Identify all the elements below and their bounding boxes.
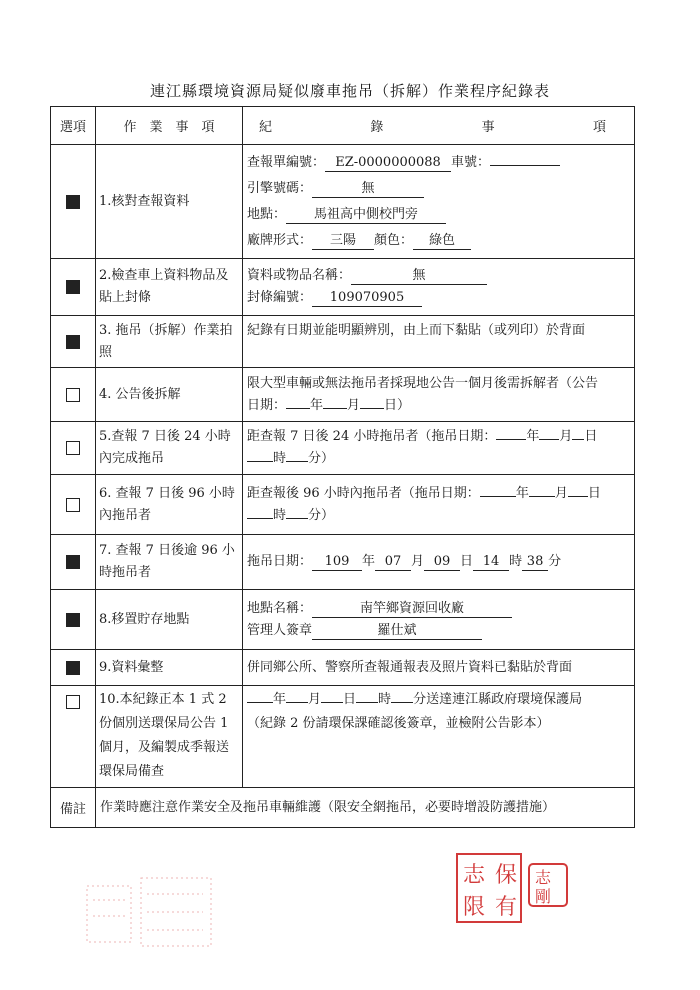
remark-label: 備註 bbox=[51, 788, 96, 828]
row-5 bbox=[51, 422, 635, 475]
record-5-hour-unit: 時 bbox=[273, 451, 287, 466]
tow-year-unit: 年 bbox=[362, 554, 376, 569]
record-5-year-unit: 年 bbox=[526, 429, 540, 444]
record-6-hour-unit: 時 bbox=[273, 507, 287, 523]
record-3: 紀錄有日期並能明顯辨別，由上而下黏貼（或列印）於背面 bbox=[243, 316, 635, 368]
tow-day: 09 bbox=[424, 553, 460, 571]
checkbox-4[interactable] bbox=[66, 388, 80, 402]
row-4 bbox=[51, 368, 635, 422]
item-7: 7. 查報 7 日後逾 96 小時拖吊者 bbox=[96, 535, 243, 590]
color-value: 綠色 bbox=[413, 232, 471, 250]
header-record-4: 項 bbox=[592, 120, 606, 135]
items-label: 資料或物品名稱： bbox=[247, 268, 352, 283]
tow-day-unit: 日 bbox=[460, 554, 474, 569]
record-5-minute-unit: 分） bbox=[308, 451, 335, 466]
seal-char-4: 限 bbox=[463, 895, 486, 920]
tow-minute-unit: 分 bbox=[548, 554, 562, 569]
item-9: 9.資料彙整 bbox=[96, 650, 243, 686]
header-record-1: 紀 bbox=[259, 120, 273, 135]
record-5-month-unit: 月 bbox=[559, 429, 573, 444]
items-value: 無 bbox=[351, 267, 487, 285]
item-3: 3. 拖吊（拆解）作業拍照 bbox=[96, 316, 243, 368]
record-4-month-unit: 月 bbox=[347, 397, 361, 413]
header-option: 選項 bbox=[51, 107, 96, 145]
color-label: 顏色： bbox=[374, 232, 414, 248]
row-2 bbox=[51, 259, 635, 316]
checkbox-7[interactable] bbox=[66, 555, 80, 569]
item-4: 4. 公告後拆解 bbox=[96, 368, 243, 422]
item-5: 5.查報 7 日後 24 小時內完成拖吊 bbox=[96, 422, 243, 475]
header-record-2: 錄 bbox=[370, 120, 384, 135]
table-header-row bbox=[51, 107, 635, 145]
item-2: 2.檢查車上資料物品及貼上封條 bbox=[96, 259, 243, 316]
engine-value: 無 bbox=[312, 180, 424, 198]
item-8: 8.移置貯存地點 bbox=[96, 590, 243, 650]
tow-minute: 38 bbox=[522, 553, 548, 571]
checkbox-1[interactable] bbox=[66, 195, 80, 209]
personal-seal-char-2: 剛 bbox=[535, 887, 552, 906]
site-value: 南竿鄉資源回收廠 bbox=[312, 600, 512, 618]
tow-date-label: 拖吊日期： bbox=[247, 554, 313, 569]
item-6: 6. 查報 7 日後 96 小時內拖吊者 bbox=[96, 475, 243, 535]
plate-value bbox=[490, 165, 560, 166]
report-no: EZ-0000000088 bbox=[325, 154, 451, 172]
report-no-label: 查報單編號： bbox=[247, 154, 326, 170]
item-10: 10.本紀錄正本 1 式 2 份個別送環保局公告 1 個月，及編製成季報送環保局備查 bbox=[96, 686, 243, 788]
row-6 bbox=[51, 475, 635, 535]
record-6-day-unit: 日 bbox=[587, 485, 601, 501]
row-10 bbox=[51, 686, 635, 788]
site-label: 地點名稱： bbox=[247, 600, 313, 616]
tow-month: 07 bbox=[375, 553, 411, 571]
seal-value: 109070905 bbox=[312, 289, 422, 307]
brand-label: 廠牌形式： bbox=[247, 232, 313, 248]
record-1 bbox=[243, 145, 635, 259]
company-seal bbox=[455, 852, 523, 924]
record-10-day-unit: 日 bbox=[343, 692, 357, 707]
item-1: 1.核對查報資料 bbox=[96, 145, 243, 259]
header-task: 作 業 事 項 bbox=[96, 107, 243, 145]
tow-hour: 14 bbox=[473, 553, 509, 571]
record-10 bbox=[243, 686, 635, 788]
header-record-3: 事 bbox=[481, 120, 495, 135]
record-4 bbox=[243, 368, 635, 422]
record-8 bbox=[243, 590, 635, 650]
record-5-day-unit: 日 bbox=[584, 429, 598, 444]
record-4-year-unit: 年 bbox=[310, 397, 324, 413]
manager-value: 羅仕斌 bbox=[312, 622, 482, 640]
record-4-text: 限大型車輛或無法拖吊者採現地公告一個月後需拆解者（公告 bbox=[247, 375, 599, 391]
remark-row bbox=[51, 788, 635, 828]
checkbox-6[interactable] bbox=[66, 498, 80, 512]
seal-char-2: 志 bbox=[463, 863, 486, 888]
checkbox-8[interactable] bbox=[66, 613, 80, 627]
personal-seal bbox=[527, 862, 569, 908]
checkbox-10[interactable] bbox=[66, 695, 80, 709]
faded-seal-marks bbox=[85, 872, 215, 952]
record-6-minute-unit: 分） bbox=[308, 507, 335, 523]
record-9: 併同鄉公所、警察所查報通報表及照片資料已黏貼於背面 bbox=[243, 650, 635, 686]
row-8 bbox=[51, 590, 635, 650]
record-2 bbox=[243, 259, 635, 316]
record-4-day-unit: 日） bbox=[384, 397, 411, 413]
row-3 bbox=[51, 316, 635, 368]
checkbox-3[interactable] bbox=[66, 335, 80, 349]
row-1 bbox=[51, 145, 635, 259]
record-6-text: 距查報後 96 小時內拖吊者（拖吊日期： bbox=[247, 485, 480, 501]
seal-label: 封條編號： bbox=[247, 290, 313, 305]
row-7 bbox=[51, 535, 635, 590]
seal-char-1: 保 bbox=[495, 863, 518, 888]
personal-seal-char-1: 志 bbox=[535, 868, 552, 887]
tow-hour-unit: 時 bbox=[509, 554, 523, 569]
checkbox-9[interactable] bbox=[66, 661, 80, 675]
record-10-hour-unit: 時 bbox=[378, 692, 392, 707]
record-5 bbox=[243, 422, 635, 475]
record-6-year-unit: 年 bbox=[515, 485, 529, 501]
manager-label: 管理人簽章 bbox=[247, 622, 313, 638]
location-label: 地點： bbox=[247, 206, 287, 222]
row-9 bbox=[51, 650, 635, 686]
tow-month-unit: 月 bbox=[411, 554, 425, 569]
form-title: 連江縣環境資源局疑似廢車拖吊（拆解）作業程序紀錄表 bbox=[149, 82, 550, 100]
tow-year: 109 bbox=[312, 553, 362, 571]
location-value: 馬祖高中側校門旁 bbox=[286, 206, 446, 224]
remark-text: 作業時應注意作業安全及拖吊車輛維護（限安全網拖吊，必要時增設防護措施） bbox=[96, 788, 635, 828]
record-6-month-unit: 月 bbox=[554, 485, 568, 501]
record-6 bbox=[243, 475, 635, 535]
plate-label: 車號： bbox=[451, 154, 491, 170]
header-record bbox=[243, 107, 635, 145]
record-table bbox=[50, 106, 635, 828]
record-10-year-unit: 年 bbox=[273, 692, 287, 707]
checkbox-5[interactable] bbox=[66, 441, 80, 455]
record-10-tail: 分送達連江縣政府環境保護局 bbox=[413, 692, 583, 707]
record-4-date-label: 日期： bbox=[247, 397, 287, 413]
record-7 bbox=[243, 535, 635, 590]
record-10-month-unit: 月 bbox=[308, 692, 322, 707]
checkbox-2[interactable] bbox=[66, 280, 80, 294]
record-5-text: 距查報 7 日後 24 小時拖吊者（拖吊日期： bbox=[247, 429, 497, 444]
seal-char-3: 有 bbox=[495, 895, 518, 920]
record-10-note: （紀錄 2 份請環保課確認後簽章，並檢附公告影本） bbox=[247, 716, 550, 731]
engine-label: 引擎號碼： bbox=[247, 180, 313, 196]
brand-value: 三陽 bbox=[312, 232, 374, 250]
